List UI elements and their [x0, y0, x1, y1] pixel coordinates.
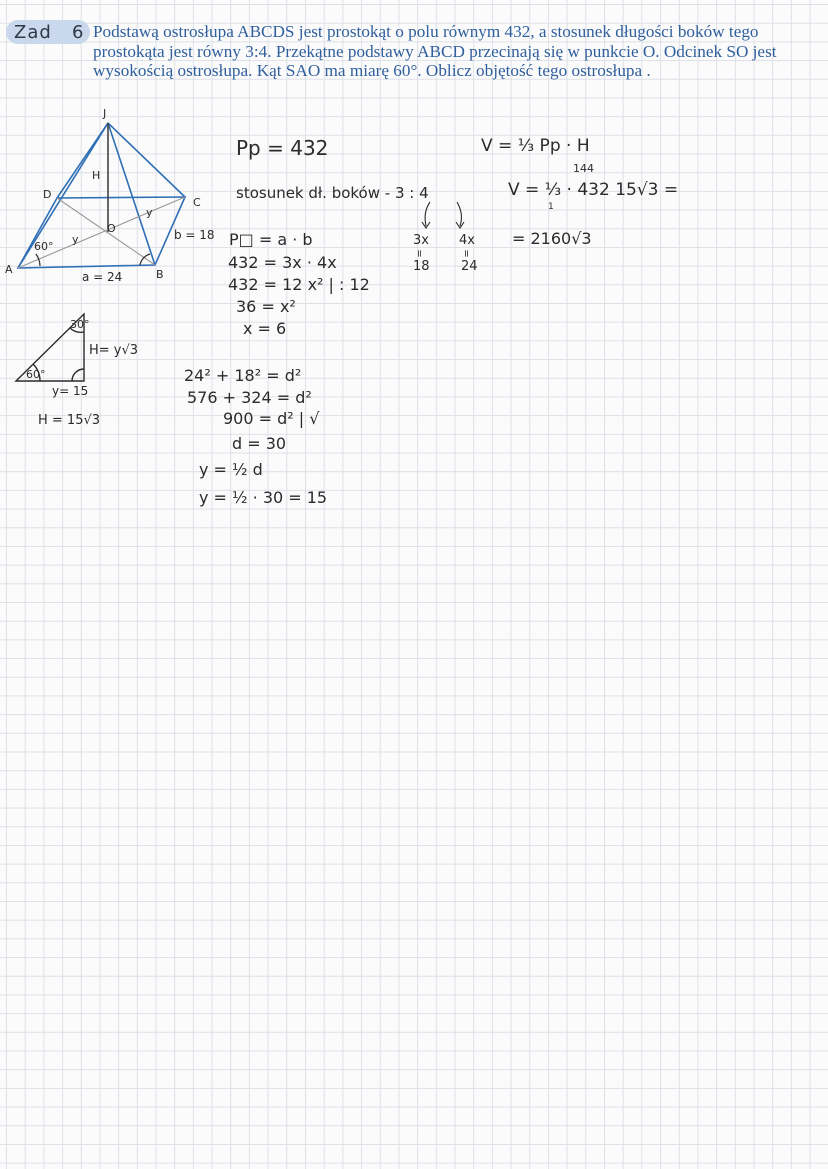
- volume-formula: V = ⅓ Pp · H: [481, 136, 590, 156]
- base-area: Pp = 432: [236, 136, 329, 160]
- equation-1: 432 = 3x · 4x: [228, 253, 337, 272]
- label-height: H: [92, 169, 101, 182]
- triangle-base: y= 15: [52, 384, 89, 398]
- label-o: O: [107, 222, 116, 235]
- label-a: A: [5, 263, 13, 276]
- equation-3: 36 = x²: [236, 297, 296, 316]
- ratio-24: 24: [461, 259, 478, 274]
- equation-2: 432 = 12 x² | : 12: [228, 275, 370, 294]
- label-angle-60: 60°: [34, 240, 54, 253]
- ratio-eq-left: =: [413, 249, 425, 258]
- label-y-right: y: [146, 206, 153, 219]
- triangle-angle-bottom: 60°: [26, 368, 46, 381]
- label-side-a: a = 24: [82, 270, 123, 284]
- ratio-eq-right: =: [460, 249, 472, 258]
- pythagoras-1: 24² + 18² = d²: [184, 366, 302, 385]
- arrow-right: [456, 202, 464, 228]
- side-ratio: stosunek dł. boków - 3 : 4: [236, 184, 429, 202]
- area-formula: P□ = a · b: [229, 230, 313, 249]
- pythagoras-4: d = 30: [232, 434, 287, 453]
- triangle-angle-top: 30°: [70, 318, 90, 331]
- task-number-label: Zad 6: [6, 20, 90, 44]
- arrow-left: [422, 202, 430, 228]
- ratio-18: 18: [413, 259, 430, 274]
- half-diagonal-1: y = ½ d: [199, 460, 263, 479]
- triangle-height: H= y√3: [89, 343, 139, 358]
- half-diagonal-2: y = ½ · 30 = 15: [199, 488, 328, 507]
- pythagoras-3: 900 = d² | √: [223, 409, 320, 428]
- ratio-4x: 4x: [459, 233, 475, 248]
- pythagoras-2: 576 + 324 = d²: [187, 388, 312, 407]
- label-y-left: y: [72, 233, 79, 246]
- task-statement: Podstawą ostrosłupa ABCDS jest prostokąt o polu równym 432, a stosunek długości boków tego prostokąta jest równy 3:4. Przekątne podstawy ABCD przecinają się w punkcie O. Odcinek SO jest wysokością ostrosłupa. Kąt SAO ma miarę 60°. Oblicz objętość tego ostrosłupa .: [93, 22, 777, 80]
- triangle-height-result: H = 15√3: [38, 413, 101, 428]
- volume-result: = 2160√3: [512, 229, 592, 248]
- label-c: C: [193, 196, 201, 209]
- label-d: D: [43, 188, 52, 201]
- label-apex: J: [103, 107, 107, 120]
- volume-substitution: V = ⅓ · 432 15√3 =: [508, 180, 679, 200]
- volume-cancel-bottom: 1: [548, 202, 554, 212]
- volume-cancel-top: 144: [573, 162, 594, 175]
- ratio-3x: 3x: [413, 233, 429, 248]
- equation-4: x = 6: [243, 319, 287, 338]
- label-b: B: [156, 268, 164, 281]
- label-side-b: b = 18: [174, 228, 215, 242]
